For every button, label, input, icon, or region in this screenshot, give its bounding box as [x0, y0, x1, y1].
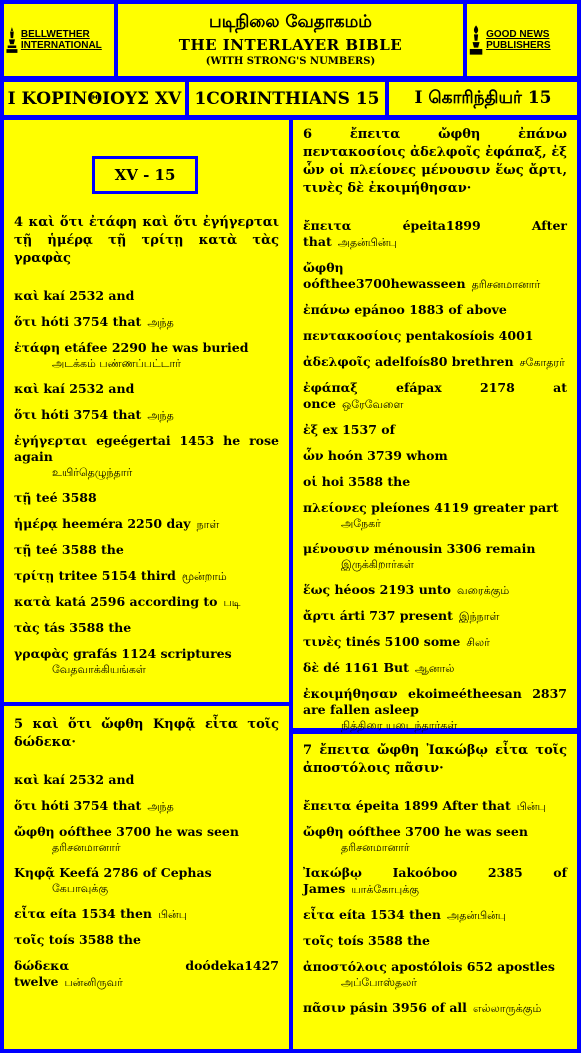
word-entry — [303, 865, 567, 897]
word-gloss: τινὲς tinés 5100 some — [303, 634, 461, 649]
tamil-gloss: நித்திரை யடைந்தார்கள் — [341, 719, 458, 732]
word-entry — [14, 314, 279, 330]
word-gloss: τῇ teé 3588 the — [14, 542, 124, 557]
title-tamil: படிநிலை வேதாகமம் — [209, 12, 372, 32]
word-entry — [303, 824, 567, 855]
word-gloss: τῇ teé 3588 — [14, 490, 97, 505]
word-gloss: ἄρτι árti 737 present — [303, 608, 453, 623]
word-gloss: οἱ hoi 3588 the — [303, 474, 411, 489]
word-entry — [14, 932, 279, 948]
word-entry — [303, 634, 567, 650]
title-subtitle: (WITH STRONG'S NUMBERS) — [205, 56, 376, 67]
word-gloss: ὤφθη oófthee 3700 he was seen — [303, 824, 528, 839]
word-gloss: ἐξ ex 1537 of — [303, 422, 395, 437]
word-entry — [14, 620, 279, 636]
word-gloss: ἔπειτα épeita 1899 After that — [303, 798, 511, 813]
word-gloss: καὶ kaí 2532 and — [14, 381, 135, 396]
tamil-gloss: உயிர்தெழுந்தார் — [52, 466, 133, 479]
tamil-gloss: அதன்பின்பு — [337, 236, 397, 249]
tamil-gloss: பின்பு — [516, 800, 546, 813]
panel-verse-7 — [293, 734, 577, 1049]
word-gloss: ἐτάφη etáfee 2290 he was buried — [14, 340, 249, 355]
word-entry — [303, 380, 567, 412]
tamil-gloss: இருக்கிறார்கள் — [341, 558, 414, 571]
word-gloss: ἀδελφοῖς adelfoís80 brethren — [303, 354, 514, 369]
tamil-gloss: நாள் — [196, 518, 220, 531]
word-entry — [14, 568, 279, 584]
panel-verse-5 — [4, 706, 289, 1049]
word-entry — [14, 594, 279, 610]
word-entry — [303, 933, 567, 949]
tamil-gloss: அப்போஸ்தலர் — [341, 976, 418, 989]
word-entry — [14, 906, 279, 922]
word-entry — [303, 218, 567, 250]
word-gloss: εἶτα eíta 1534 then — [14, 906, 153, 921]
word-gloss: ἐκοιμήθησαν ekoimeétheesan 2837 are fallen asleep — [303, 686, 567, 717]
bellwether-logo — [4, 4, 114, 76]
word-entry — [14, 865, 279, 896]
word-entry — [303, 907, 567, 923]
verse-5-text: 5 καὶ ὅτι ὤφθη Κηφᾷ εἶτα τοῖς δώδεκα· — [14, 717, 279, 750]
word-gloss: ὅτι hóti 3754 that — [14, 798, 142, 813]
word-gloss: ὧν hoón 3739 whom — [303, 448, 448, 463]
word-gloss: ἔπειτα épeita1899 After that — [303, 218, 567, 249]
word-entry — [14, 824, 279, 855]
word-gloss: ἀποστόλοις apostólois 652 apostles — [303, 959, 555, 974]
word-entry — [303, 474, 567, 490]
word-entry — [14, 490, 279, 506]
torch-icon — [467, 17, 485, 63]
book-tamil: I கொரிந்தியர் 15 — [389, 82, 577, 115]
word-gloss: δὲ dé 1161 But — [303, 660, 409, 675]
book-english: 1CORINTHIANS 15 — [189, 82, 385, 115]
word-entry — [14, 516, 279, 532]
tamil-gloss: பின்பு — [158, 908, 187, 921]
word-entry — [303, 354, 567, 370]
word-gloss: Ἰακώβῳ Iakoóboo 2385 of James — [303, 865, 567, 896]
verse-7-text: 7 ἔπειτα ὤφθη Ἰακώβῳ εἶτα τοῖς ἀποστόλοις πᾶσιν· — [303, 743, 567, 776]
tamil-gloss: அந்த — [147, 409, 174, 422]
tamil-gloss: தரிசனமானார் — [471, 278, 541, 291]
word-gloss: τρίτῃ tritee 5154 third — [14, 568, 176, 583]
word-entry — [14, 288, 279, 304]
tamil-gloss: ஆனால் — [414, 662, 455, 675]
title-block — [118, 4, 463, 76]
tamil-gloss: தரிசனமானார் — [52, 841, 121, 854]
word-entry — [303, 328, 567, 344]
tamil-gloss: அதன்பின்பு — [447, 909, 506, 922]
tamil-gloss: ஒரேவேளை — [342, 398, 404, 411]
word-entry — [303, 448, 567, 464]
word-entry — [14, 433, 279, 480]
word-entry — [303, 660, 567, 676]
tamil-gloss: எல்லாருக்கும் — [472, 1002, 542, 1015]
word-gloss: ὅτι hóti 3754 that — [14, 314, 142, 329]
word-entry — [303, 1000, 567, 1016]
word-entry — [14, 772, 279, 788]
verse-6-text: 6 ἔπειτα ὤφθη ἐπάνω πεντακοσίοις ἀδελφοῖς ἐφάπαξ, ἐξ ὧν οἱ πλείονες μένουσιν ἕως ἄρτι, τινὲς δὲ ἐκοιμήθησαν· — [303, 127, 567, 196]
word-gloss: εἶτα eíta 1534 then — [303, 907, 442, 922]
right-logo-text: GOOD NEWS PUBLISHERS — [486, 29, 551, 51]
word-gloss: ἐφάπαξ efápax 2178 at once — [303, 380, 567, 411]
tamil-gloss: மூன்றாம் — [181, 570, 227, 583]
word-entry — [303, 422, 567, 438]
left-logo-text: BELLWETHER INTERNATIONAL — [20, 29, 102, 51]
word-entry — [303, 541, 567, 572]
tamil-gloss: இந்நாள் — [458, 610, 500, 623]
word-gloss: Κηφᾷ Keefá 2786 of Cephas — [14, 865, 212, 880]
lamp-stand-icon — [4, 17, 20, 63]
word-gloss: γραφὰς grafás 1124 scriptures — [14, 646, 232, 661]
word-entry — [14, 798, 279, 814]
chapter-label: XV - 15 — [92, 156, 198, 194]
word-gloss: δώδεκα doódeka1427 twelve — [14, 958, 279, 989]
word-gloss: πᾶσιν pásin 3956 of all — [303, 1000, 467, 1015]
word-gloss: τοῖς toís 3588 the — [303, 933, 430, 948]
tamil-gloss: படி — [223, 596, 241, 609]
word-gloss: μένουσιν ménousin 3306 remain — [303, 541, 536, 556]
word-entry — [14, 407, 279, 423]
tamil-gloss: சிலர் — [466, 636, 490, 649]
word-gloss: ὤφθη oófthee3700hewasseen — [303, 260, 466, 291]
word-gloss: καὶ kaí 2532 and — [14, 288, 135, 303]
tamil-gloss: பன்னிருவர் — [64, 976, 123, 989]
tamil-gloss: வரைக்கும் — [457, 584, 510, 597]
tamil-gloss: கேபாவுக்கு — [52, 882, 109, 895]
word-entry — [303, 302, 567, 318]
word-gloss: καὶ kaí 2532 and — [14, 772, 135, 787]
tamil-gloss: அநேகர் — [341, 517, 381, 530]
verse-4-text: 4 καὶ ὅτι ἐτάφη καὶ ὅτι ἐγήγερται τῇ ἡμέρᾳ τῇ τρίτῃ κατὰ τὰς γραφὰς — [14, 215, 279, 266]
word-gloss: τὰς tás 3588 the — [14, 620, 132, 635]
word-gloss: ὤφθη oófthee 3700 he was seen — [14, 824, 239, 839]
word-gloss: ἐγήγερται egeégertai 1453 he rose again — [14, 433, 279, 464]
tamil-gloss: அந்த — [147, 316, 174, 329]
word-entry — [303, 686, 567, 733]
tamil-gloss: சகோதரர் — [519, 356, 565, 369]
book-greek: Ι ΚΟΡΙΝΘΙΟΥΣ XV — [4, 82, 185, 115]
tamil-gloss: அடக்கம் பண்ணப்பட்டார் — [52, 357, 181, 370]
word-gloss: ὅτι hóti 3754 that — [14, 407, 142, 422]
panel-verse-6 — [293, 120, 577, 732]
word-entry — [303, 608, 567, 624]
word-gloss: πεντακοσίοις pentakosíois 4001 — [303, 328, 534, 343]
tamil-gloss: அந்த — [147, 800, 174, 813]
word-gloss: ἡμέρᾳ heeméra 2250 day — [14, 516, 191, 531]
tamil-gloss: வேதவாக்கியங்கள் — [52, 663, 146, 676]
word-gloss: τοῖς toís 3588 the — [14, 932, 141, 947]
title-english: THE INTERLAYER BIBLE — [178, 36, 403, 54]
word-entry — [14, 958, 279, 990]
word-entry — [14, 381, 279, 397]
word-gloss: ἕως héoos 2193 unto — [303, 582, 451, 597]
word-gloss: κατὰ katá 2596 according to — [14, 594, 218, 609]
word-entry — [14, 340, 279, 371]
word-entry — [14, 646, 279, 677]
word-entry — [303, 582, 567, 598]
tamil-gloss: தரிசனமானார் — [341, 841, 410, 854]
word-entry — [303, 260, 567, 292]
word-gloss: πλείονες pleíones 4119 greater part — [303, 500, 559, 515]
word-gloss: ἐπάνω epánoo 1883 of above — [303, 302, 507, 317]
word-entry — [303, 500, 567, 531]
panel-verse-4 — [4, 120, 289, 702]
good-news-logo — [467, 4, 577, 76]
word-entry — [303, 798, 567, 814]
word-entry — [303, 959, 567, 990]
word-entry — [14, 542, 279, 558]
tamil-gloss: யாக்கோபுக்கு — [351, 883, 419, 896]
